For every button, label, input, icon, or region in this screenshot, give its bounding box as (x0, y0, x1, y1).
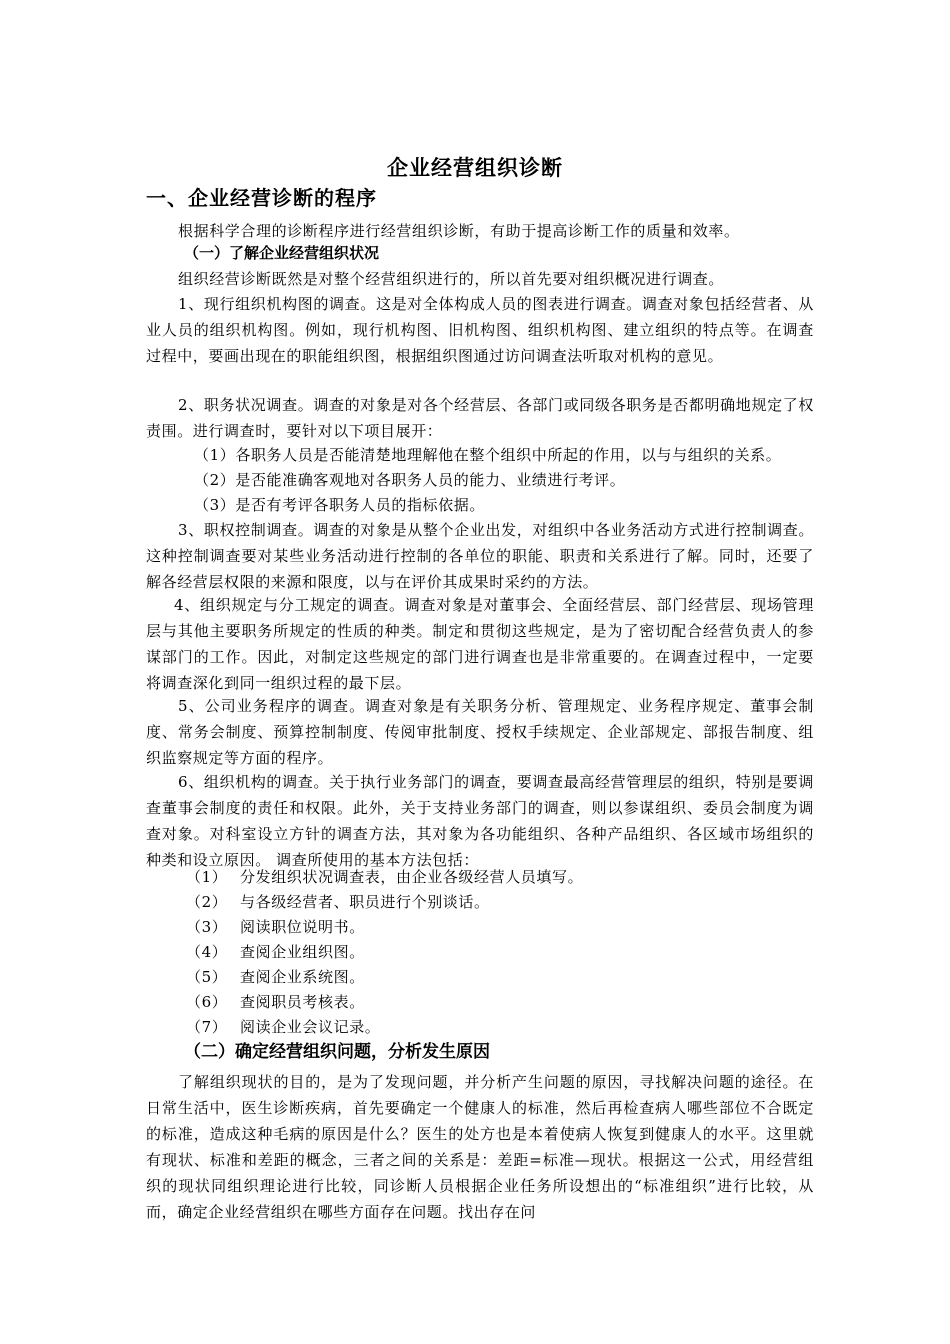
section-intro-paragraph: 根据科学合理的诊断程序进行经营组织诊断，有助于提高诊断工作的质量和效率。 (178, 222, 740, 240)
paragraph-authority-control-survey: 3、职权控制调查。调查的对象是从整个企业出发，对组织中各业务活动方式进行控制调查。这种控制调查要对某些业务活动进行控制的各单位的职能、职责和关系进行了解。同时，还要了解各经营层权限的来源和限度，以与在评价其成果时采约的方法。 (146, 521, 814, 591)
paragraph-regulation-survey: 4、组织规定与分工规定的调查。调查对象是对董事会、全面经营层、部门经营层、现场管理层与其他主要职务所规定的性质的种类。制定和贯彻这些规定，是为了密切配合经营负责人的参谋部门的工作。因此，对制定这些规定的部门进行调查也是非常重要的。在调查过程中，一定要将调查深化到同一组织过程的最下层。 (146, 596, 814, 692)
duty-item-2: （2）是否能准确客观地对各职务人员的能力、业绩进行考评。 (194, 471, 626, 489)
method-number: （1） (186, 868, 228, 886)
paragraph-business-procedure-survey: 5、公司业务程序的调查。调查对象是有关职务分析、管理规定、业务程序规定、董事会制度、常务会制度、预算控制制度、传阅审批制度、授权手续规定、企业部规定、部报告制度、组织监察规定等方面的程序。 (146, 697, 814, 767)
method-text: 查阅企业系统图。 (240, 968, 365, 986)
duty-item-1: （1）各职务人员是否能清楚地理解他在整个组织中所起的作用，以与与组织的关系。 (194, 446, 782, 464)
subsection-heading-understand: （一）了解企业经营组织状况 (184, 244, 380, 262)
section-heading-procedure: 一、企业经营诊断的程序 (146, 186, 377, 210)
method-text: 阅读职位说明书。 (240, 918, 365, 936)
method-number: （7） (186, 1018, 228, 1036)
method-number: （3） (186, 918, 228, 936)
paragraph-org-chart-survey: 1、现行组织机构图的调查。这是对全体构成人员的图表进行调查。调查对象包括经营者、从业人员的组织机构图。例如，现行机构图、旧机构图、组织机构图、建立组织的特点等。在调查过程中，要画出现在的职能组织图，根据组织图通过访问调查法听取对机构的意见。 (146, 295, 814, 365)
method-text: 查阅职员考核表。 (240, 993, 365, 1011)
method-text: 阅读企业会议记录。 (240, 1018, 381, 1036)
duty-item-3: （3）是否有考评各职务人员的指标依据。 (194, 496, 485, 514)
method-text: 查阅企业组织图。 (240, 943, 365, 961)
method-number: （4） (186, 943, 228, 961)
paragraph-problem-analysis: 了解组织现状的目的，是为了发现问题，并分析产生问题的原因，寻找解决问题的途径。在日常生活中，医生诊断疾病，首先要确定一个健康人的标准，然后再检查病人哪些部位不合既定的标准，造成这种毛病的原因是什么？医生的处方也是本着使病人恢复到健康人的水平。这里就有现状、标准和差距的概念，三者之间的关系是：差距=标准—现状。根据这一公式，用经营组织的现状同组织理论进行比较，同诊断人员根据企业任务所设想出的“标准组织”进行比较，从而，确定企业经营组织在哪些方面存在问题。找出存在问 (146, 1073, 814, 1221)
method-number: （5） (186, 968, 228, 986)
document-title: 企业经营组织诊断 (387, 155, 563, 180)
method-text: 分发组织状况调查表，由企业各级经营人员填写。 (240, 868, 584, 886)
method-list-item (186, 939, 365, 965)
subsection-heading-identify-problems: （二）确定经营组织问题，分析发生原因 (184, 1042, 490, 1062)
method-number: （6） (186, 993, 228, 1011)
paragraph-duty-survey: 2、职务状况调查。调查的对象是对各个经营层、各部门或同级各职务是否都明确地规定了权责围。进行调查时，要针对以下项目展开： (146, 396, 814, 440)
method-list-item (186, 889, 490, 915)
method-text: 与各级经营者、职员进行个别谈话。 (240, 893, 490, 911)
method-list-item (186, 964, 365, 990)
method-list-item (186, 914, 365, 940)
method-list-item (186, 864, 583, 890)
method-number: （2） (186, 893, 228, 911)
subsection-lead-paragraph: 组织经营诊断既然是对整个经营组织进行的，所以首先要对组织概况进行调查。 (178, 270, 725, 288)
method-list-item (186, 989, 365, 1015)
paragraph-org-structure-survey: 6、组织机构的调查。关于执行业务部门的调查，要调查最高经营管理层的组织，特别是要调查董事会制度的责任和权限。此外，关于支持业务部门的调查，则以参谋组织、委员会制度为调查对象。对科室设立方针的调查方法，其对象为各功能组织、各种产品组织、各区域市场组织的种类和设立原因。 调查所使用的基本方法包括： (146, 773, 814, 869)
